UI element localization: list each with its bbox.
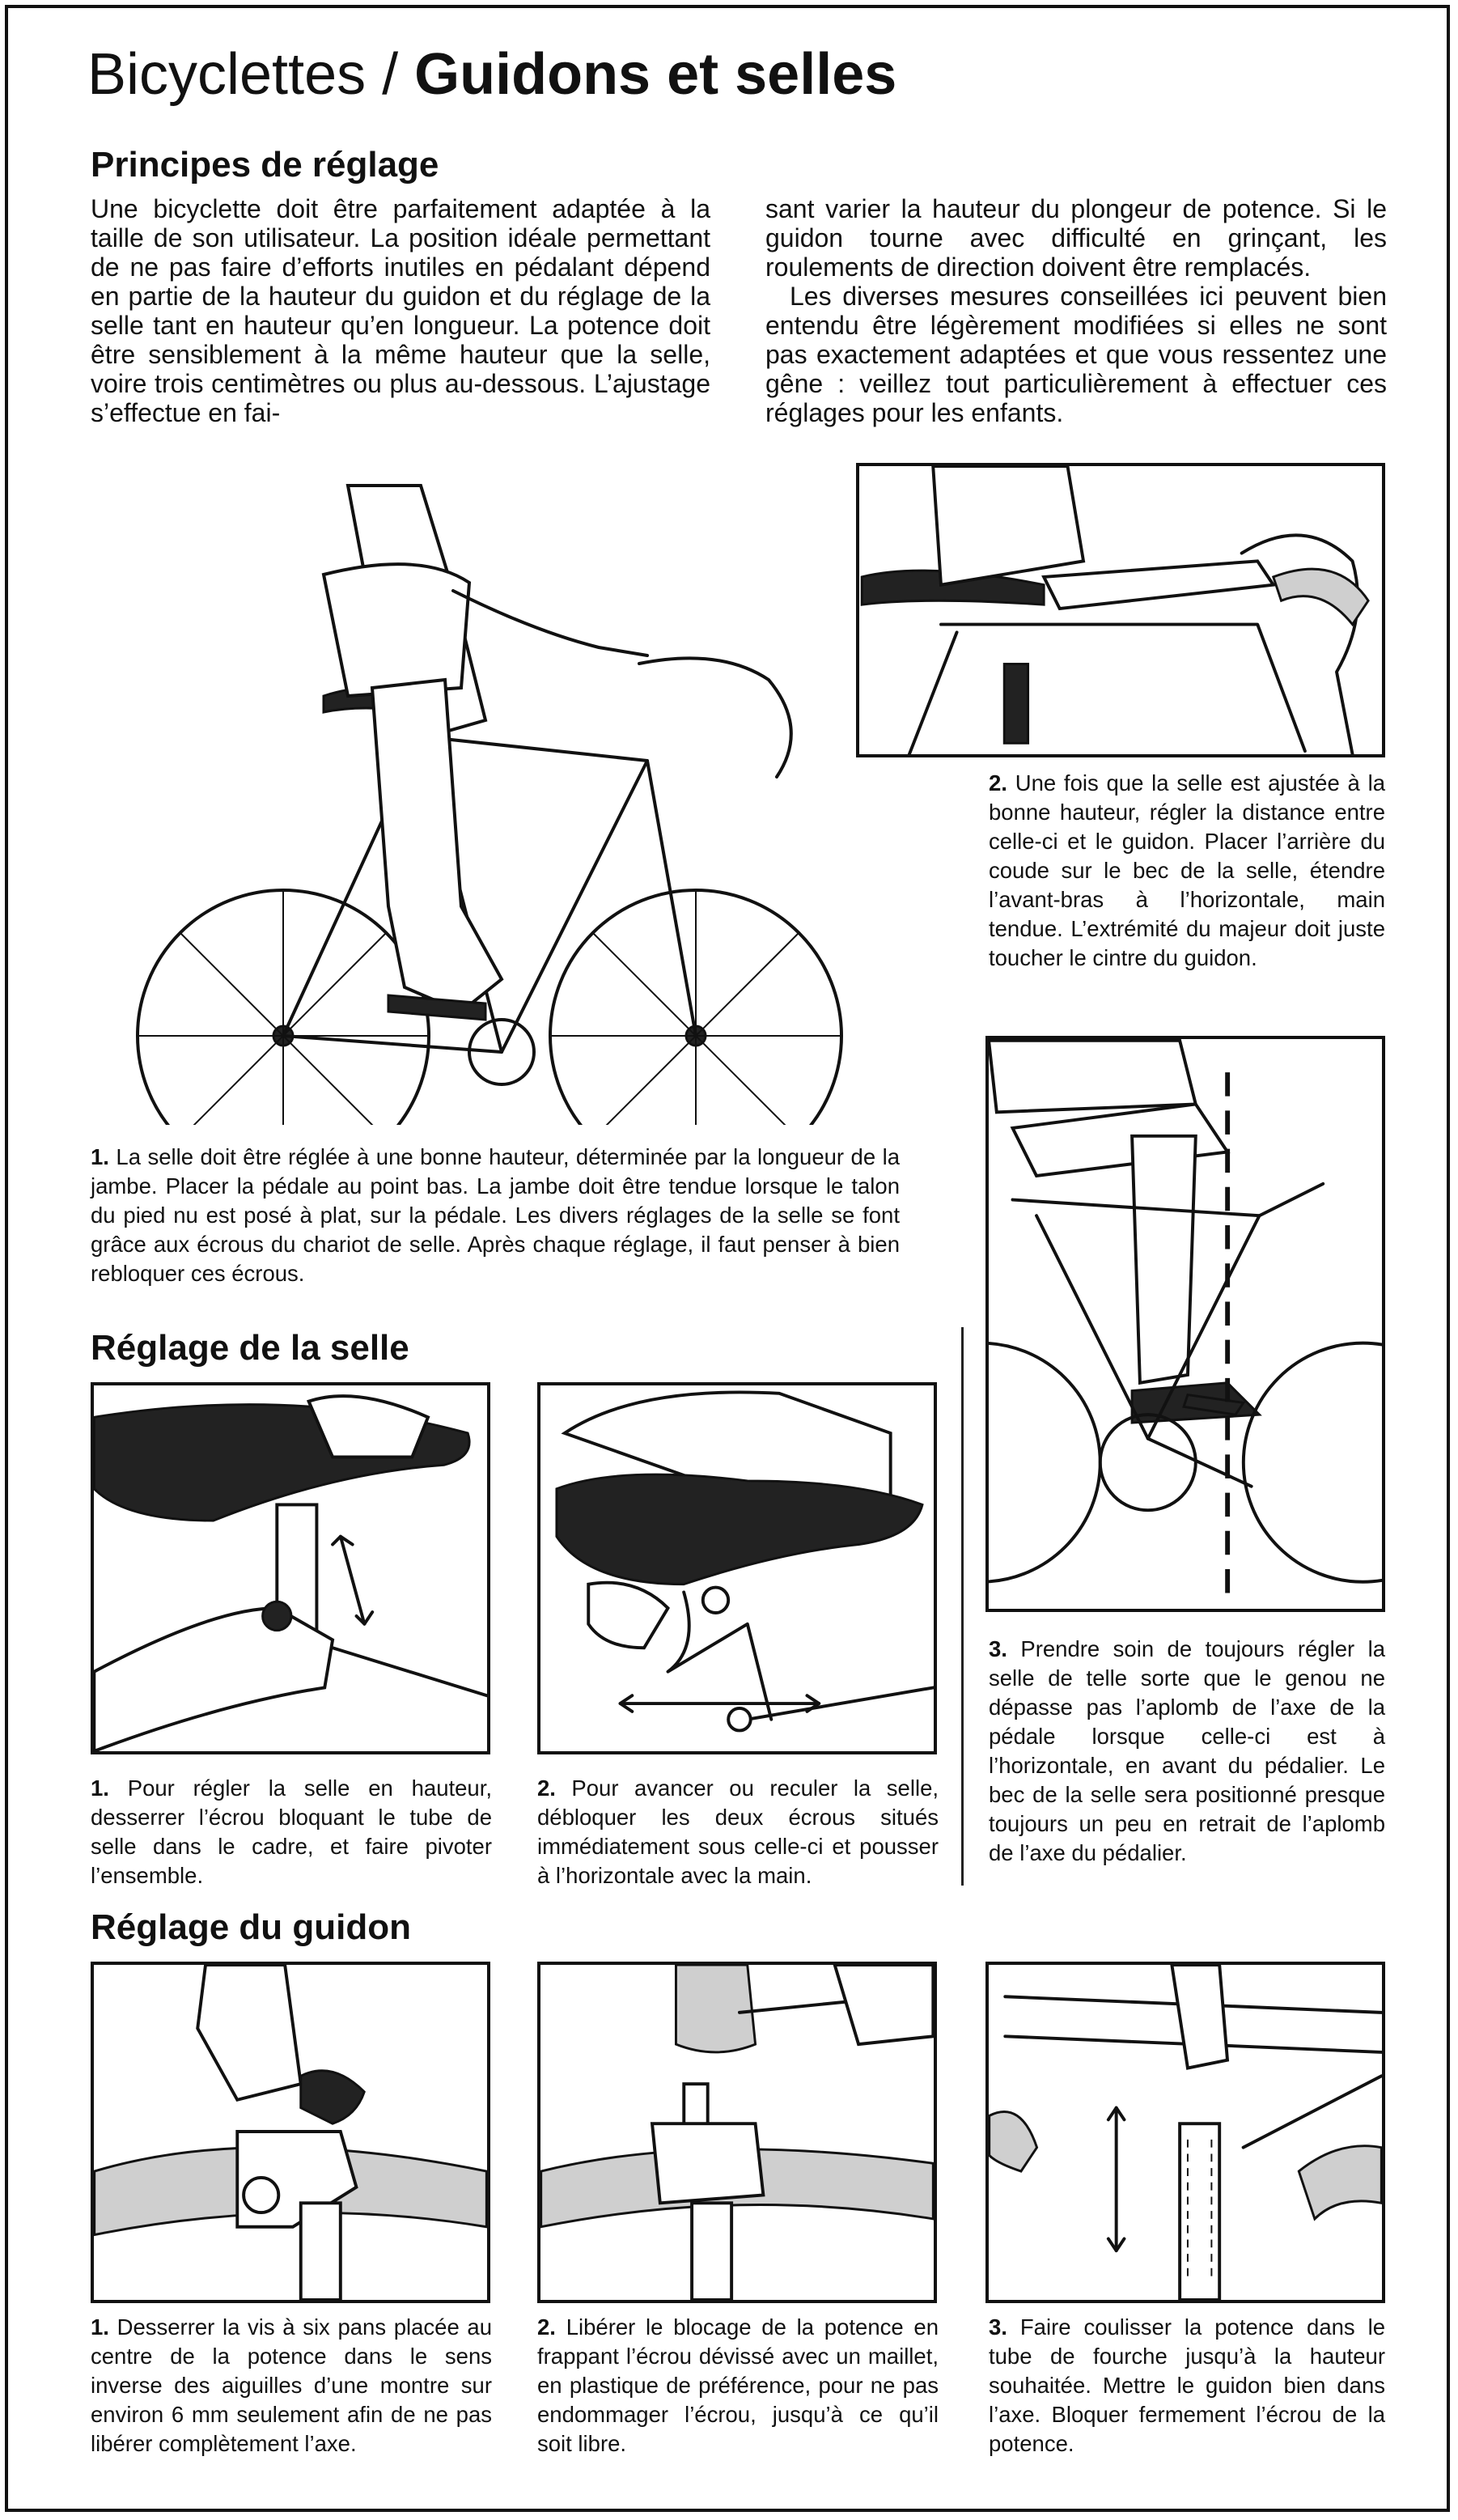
caption-guidon-1 [91,2313,492,2458]
heading-reglage-selle: Réglage de la selle [91,1328,409,1368]
caption-text: Pour avancer ou reculer la selle, débloquer les deux écrous situés immédiatement sous celle-ci et pousser à l’horizontale avec la main. [537,1775,939,1888]
caption-text: Desserrer la vis à six pans placée au centre de la potence dans le sens inverse des aiguilles d’une montre sur environ 6 mm seulement afin de ne pas libérer complètement l’axe. [91,2314,493,2456]
intro-column-1: Une bicyclette doit être parfaitement adaptée à la taille de son utilisateur. La position idéale permettant de ne pas faire d’efforts inutiles en pédalant dépend en partie de la hauteur du guidon et du réglage de la selle tant en hauteur qu’en longueur. La potence doit être sensiblement à la même hauteur que la selle, voire trois centimètres ou plus au-dessous. L’ajustage s’effectue en fai- [91,194,710,427]
caption-text: La selle doit être réglée à une bonne hauteur, déterminée par la longueur de la jambe. Placer la pédale au point bas. La jambe doit être tendue lorsque le talon du pied nu est posé à plat, sur la pédale. Les divers réglages de la selle se font grâce aux écrous du chariot de selle. Après chaque réglage, il faut penser à bien rebloquer ces écrous. [91,1144,901,1286]
caption-principes-3 [989,1635,1385,1868]
caption-selle-2 [537,1774,939,1890]
caption-principes-1 [91,1143,900,1288]
illustration-tap-stem-mallet [537,1962,937,2303]
illustration-slide-stem-height [985,1962,1385,2303]
caption-number: 1. [91,1775,109,1801]
illustration-rider-on-bicycle [81,453,858,1125]
illustration-elbow-to-handlebar [856,463,1385,757]
heading-principes: Principes de réglage [91,145,439,185]
caption-selle-1 [91,1774,492,1890]
caption-number: 1. [91,1144,109,1169]
caption-number: 3. [989,2314,1007,2340]
illustration-saddle-height [91,1382,490,1754]
caption-text: Pour régler la selle en hauteur, desserrer l’écrou bloquant le tube de selle dans le cadre, et faire pivoter l’ensemble. [91,1775,493,1888]
page-title [87,36,896,113]
caption-guidon-2 [537,2313,939,2458]
illustration-saddle-fore-aft [537,1382,937,1754]
illustration-knee-over-pedal-axis [985,1036,1385,1612]
caption-number: 2. [537,1775,556,1801]
caption-number: 3. [989,1636,1007,1661]
caption-number: 1. [91,2314,109,2340]
title-category: Bicyclettes / [87,42,415,107]
title-topic: Guidons et selles [414,42,897,107]
vertical-divider [961,1327,966,1886]
illustration-loosen-stem-bolt [91,1962,490,2303]
caption-text: Faire coulisser la potence dans le tube de fourche jusqu’à la hauteur souhaitée. Mettre le guidon bien dans l’axe. Bloquer fermement l’écrou de la potence. [989,2314,1386,2456]
caption-text: Une fois que la selle est ajustée à la bonne hauteur, régler la distance entre celle-ci et le guidon. Placer l’arrière du coude sur le bec de la selle, étendre l’avant-bras à l’horizontale, main tendue. L’extrémité du majeur doit juste toucher le cintre du guidon. [989,770,1386,970]
heading-reglage-guidon: Réglage du guidon [91,1907,411,1947]
caption-text: Prendre soin de toujours régler la selle de telle sorte que le genou ne dépasse pas l’aplomb de l’axe de la pédale lorsque celle-ci est à l’horizontale, en avant du pédalier. Le bec de la selle sera positionné presque toujours un peu en retrait de l’aplomb de l’axe du pédalier. [989,1636,1386,1865]
caption-number: 2. [537,2314,556,2340]
intro-column-2b: Les diverses mesures conseillées ici peuvent bien entendu être légèrement modifiées si elles ne sont pas exactement adaptées et que vous ressentez une gêne : veillez tout particulièrement à effectuer ces réglages pour les enfants. [765,282,1387,427]
intro-column-2a: sant varier la hauteur du plongeur de potence. Si le guidon tourne avec difficulté en grinçant, les roulements de direction doivent être remplacés. [765,194,1387,282]
caption-text: Libérer le blocage de la potence en frappant l’écrou dévissé avec un maillet, en plastique de préférence, pour ne pas endommager l’écrou, jusqu’à ce qu’il soit libre. [537,2314,939,2456]
caption-number: 2. [989,770,1007,795]
caption-principes-2 [989,769,1385,973]
caption-guidon-3 [989,2313,1385,2458]
